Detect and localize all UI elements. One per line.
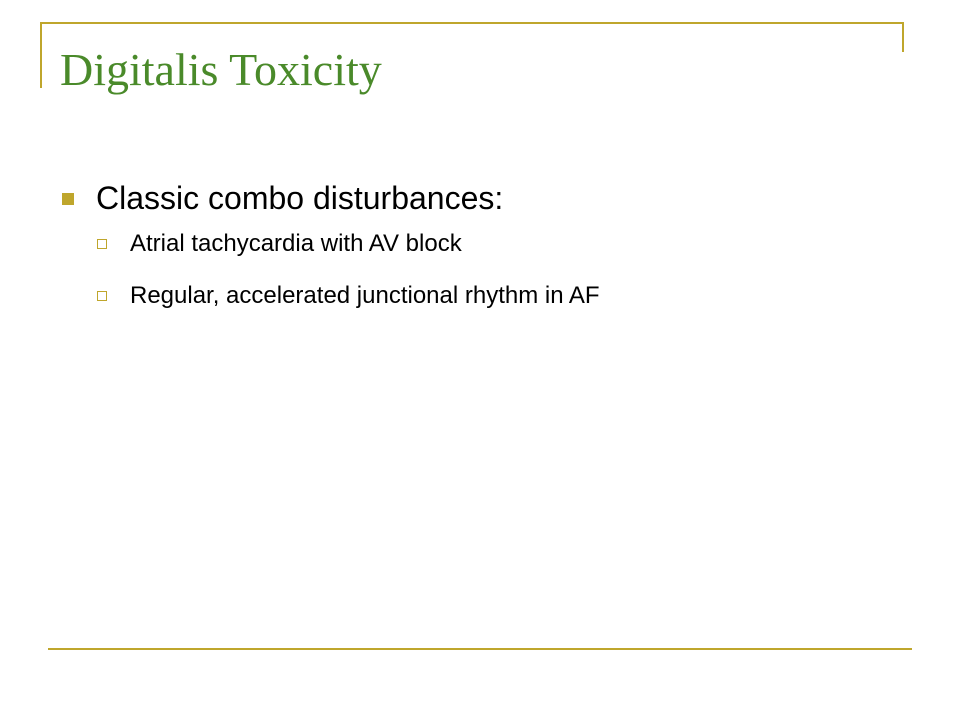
sub-bullet-item — [96, 224, 600, 264]
hollow-square-bullet-icon — [97, 239, 107, 249]
sub-bullet-text: Atrial tachycardia with AV block — [130, 230, 462, 257]
sub-bullet-text: Regular, accelerated junctional rhythm in AF — [130, 282, 600, 309]
bullet-text: Classic combo disturbances: — [96, 180, 504, 216]
frame-left-rule — [40, 22, 42, 88]
bullet-list — [60, 174, 600, 328]
bullet-item — [60, 174, 600, 316]
filled-square-bullet-icon — [62, 193, 74, 205]
sub-bullet-list — [96, 224, 600, 316]
hollow-square-bullet-icon — [97, 291, 107, 301]
frame-top-rule — [40, 22, 904, 24]
sub-bullet-item — [96, 276, 600, 316]
frame-bottom-rule — [48, 648, 912, 650]
slide-title: Digitalis Toxicity — [60, 44, 382, 95]
frame-right-rule — [902, 22, 904, 52]
